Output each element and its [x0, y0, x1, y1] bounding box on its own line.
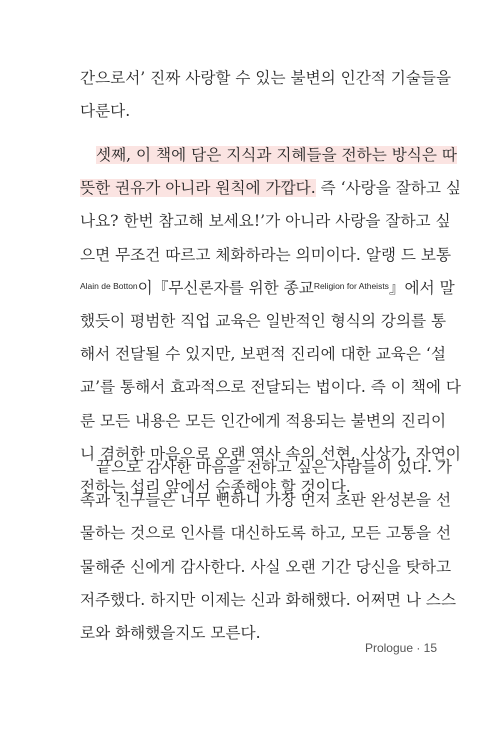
- text-line: 교’를 통해서 효과적으로 전달되는 법이다. 즉 이 책에 다: [80, 378, 461, 397]
- paragraph-2: [80, 139, 461, 504]
- paragraph-3: [80, 451, 457, 650]
- text-line: 로와 화해했을지도 모른다.: [80, 623, 261, 642]
- text-line: [80, 172, 461, 205]
- text-line: 룬 모든 내용은 모든 인간에게 적용되는 불변의 진리이: [80, 411, 447, 430]
- text-line: 했듯이 평범한 직업 교육은 일반적인 형식의 강의를 통: [80, 311, 447, 330]
- text-line: 으면 무조건 따르고 체화하라는 의미이다. 알랭 드 보통: [80, 245, 452, 264]
- text-line: 저주했다. 하지만 이제는 신과 화해했다. 어쩌면 나 스스: [80, 590, 457, 609]
- text-line: [80, 272, 455, 305]
- text-line: [80, 139, 457, 172]
- text-line: 니 겸허한 마음으로 오랜 역사 속의 선현, 사상가, 자연이: [80, 444, 461, 463]
- paragraph-1: [80, 62, 452, 128]
- highlighted-text: 셋째, 이 책에 담은 지식과 지혜들을 전하는 방식은 따: [96, 146, 457, 164]
- text-line: 물하는 것으로 인사를 대신하도록 하고, 모든 고통을 선: [80, 524, 452, 543]
- text-line: 해서 전달될 수 있지만, 보편적 진리에 대한 교육은 ‘설: [80, 345, 446, 364]
- text-line: 간으로서’ 진짜 사랑할 수 있는 불변의 인간적 기술들을: [80, 69, 452, 87]
- text-line: 다룬다.: [80, 102, 131, 121]
- text-line: 전하는 섭리 앞에서 순종해야 할 것이다.: [80, 477, 351, 496]
- book-original-title: Religion for Atheists: [313, 280, 389, 291]
- text-line: 끝으로 감사한 마음을 전하고 싶은 사람들이 있다. 가: [96, 458, 452, 476]
- text-line: 물해준 신에게 감사한다. 사실 오랜 기간 당신을 탓하고: [80, 557, 452, 576]
- page-number: Prologue · 15: [364, 641, 437, 655]
- text-segment: 즉 ‘사랑을 잘하고 싶: [315, 179, 461, 198]
- text-line: 족과 친구들은 너무 뻔하니 가장 먼저 초판 완성본을 선: [80, 491, 452, 510]
- text-line: 나요? 한번 참고해 보세요!’가 아니라 사랑을 잘하고 싶: [80, 212, 451, 231]
- highlighted-text: 뜻한 권유가 아니라 원칙에 가깝다.: [80, 179, 316, 198]
- text-segment: 』에서 말: [388, 278, 455, 297]
- author-original-name: Alain de Botton: [80, 280, 138, 291]
- text-segment: 이『무신론자를 위한 종교: [137, 278, 314, 297]
